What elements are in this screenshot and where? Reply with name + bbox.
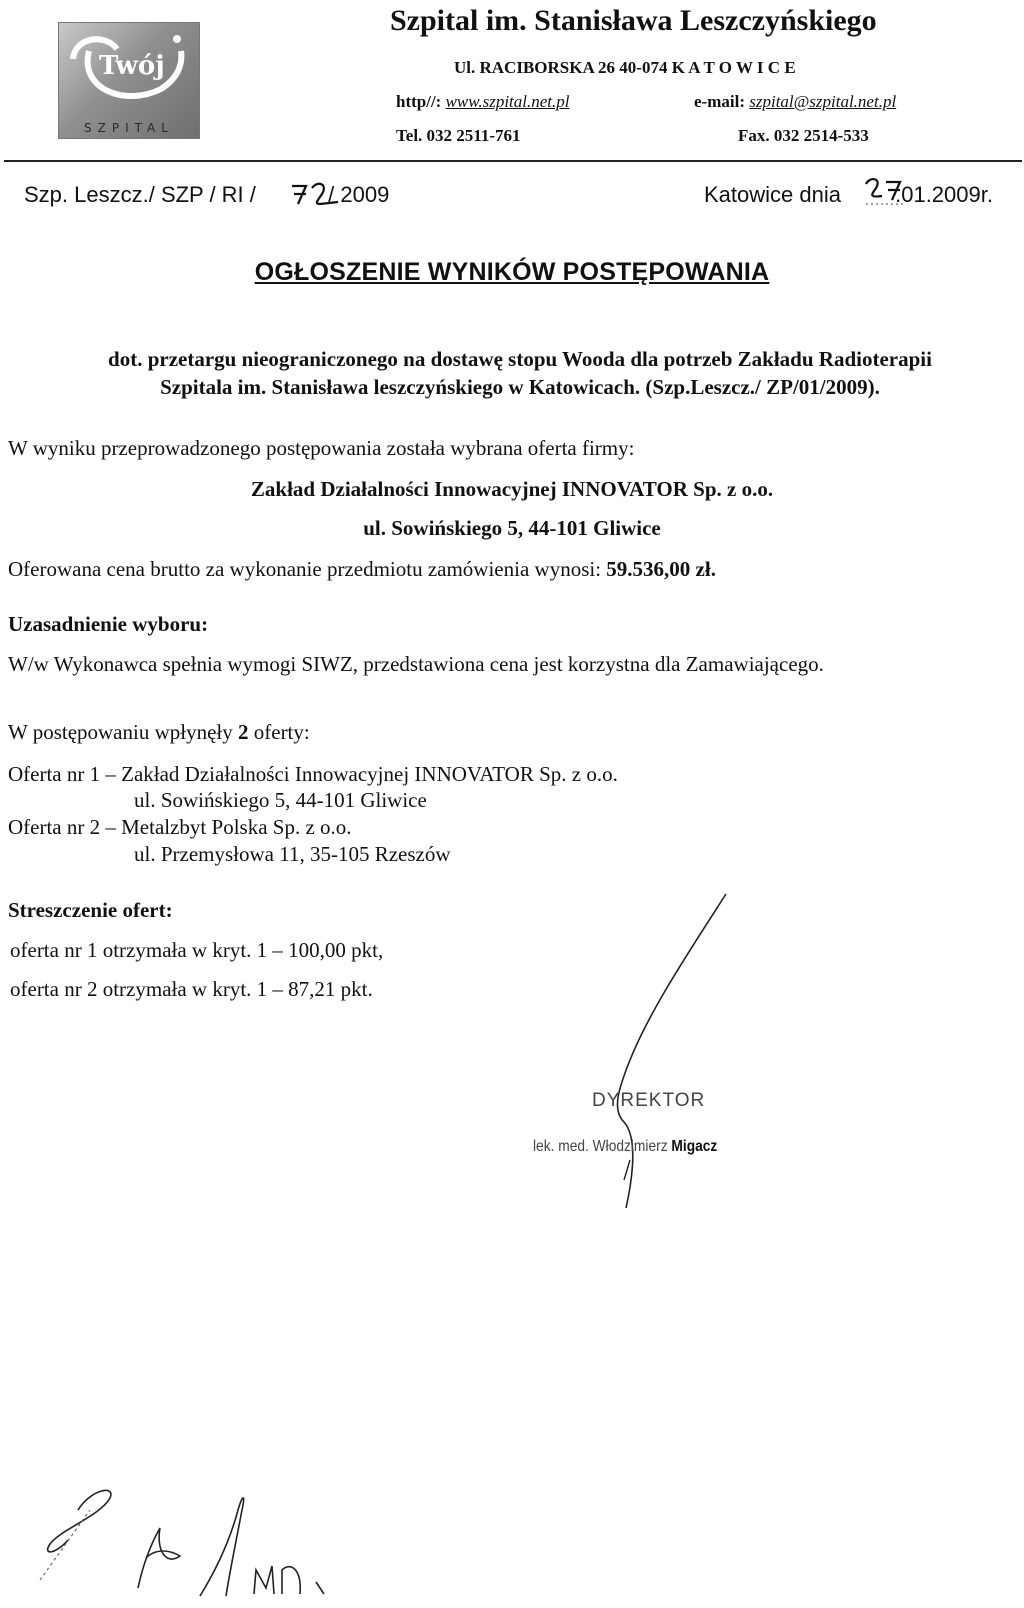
- signature-name-prefix: lek. med. Włodzimierz: [533, 1138, 668, 1155]
- email-label: e-mail:: [694, 92, 745, 111]
- summary-line-1: oferta nr 1 otrzymała w kryt. 1 – 100,00 pkt,: [10, 938, 384, 962]
- subject-line-2: Szpitala im. Stanisława leszczyńskiego w Katowicach. (Szp.Leszcz./ ZP/01/2009).: [160, 375, 880, 399]
- handwritten-reference-number: [288, 178, 348, 210]
- result-intro: W wyniku przeprowadzonego postępowania została wybrana oferta firmy:: [8, 436, 635, 460]
- signature-role: DYREKTOR: [592, 1090, 706, 1111]
- document-date: [704, 182, 993, 208]
- reference-prefix: Szp. Leszcz./ SZP / RI /: [24, 182, 256, 207]
- date-place: Katowice dnia: [704, 182, 841, 207]
- offer-1-address: ul. Sowińskiego 5, 44-101 Gliwice: [134, 788, 427, 812]
- page-title: OGŁOSZENIE WYNIKÓW POSTĘPOWANIA: [254, 258, 770, 286]
- offer-1-label: Oferta nr 1 – Zakład Działalności Innowacyjnej INNOVATOR Sp. z o.o.: [8, 762, 618, 786]
- summary-line-2: oferta nr 2 otrzymała w kryt. 1 – 87,21 pkt.: [10, 977, 373, 1001]
- date-suffix: .01.2009r.: [895, 182, 993, 207]
- email-link[interactable]: szpital@szpital.net.pl: [749, 92, 897, 111]
- offers-intro: [8, 720, 310, 745]
- subject-line-1: dot. przetargu nieograniczonego na dostawę stopu Wooda dla potrzeb Zakładu Radioterapii: [108, 347, 932, 371]
- website-link[interactable]: www.szpital.net.pl: [445, 92, 570, 111]
- website-label: http//:: [396, 92, 442, 111]
- price-value: 59.536,00 zł.: [606, 557, 716, 581]
- winning-company: Zakład Działalności Innowacyjnej INNOVATOR Sp. z o.o.: [250, 477, 774, 501]
- phone-number: Tel. 032 2511-761: [396, 126, 521, 145]
- subject-paragraph: [30, 345, 1010, 401]
- summary-title: Streszczenie ofert:: [8, 898, 173, 922]
- reference-suffix: / 2009: [328, 182, 390, 207]
- justification-title: Uzasadnienie wyboru:: [8, 612, 209, 636]
- handwritten-date-day: [862, 174, 910, 208]
- offers-intro-suffix: oferty:: [253, 720, 310, 744]
- director-signature: [600, 890, 740, 1220]
- price-label: Oferowana cena brutto za wykonanie przedmiotu zamówienia wynosi:: [8, 557, 602, 581]
- offer-2-address: ul. Przemysłowa 11, 35-105 Rzeszów: [134, 842, 451, 866]
- hospital-logo: [58, 22, 200, 139]
- winning-company-address: ul. Sowińskiego 5, 44-101 Gliwice: [363, 516, 661, 540]
- handwritten-initials: [20, 1470, 350, 1600]
- logo-caption: SZPITAL: [84, 121, 174, 135]
- signature-last-name: Migacz: [671, 1138, 718, 1155]
- offer-2-label: Oferta nr 2 – Metalzbyt Polska Sp. z o.o.: [8, 815, 352, 839]
- fax-number: Fax. 032 2514-533: [738, 126, 869, 145]
- logo-text: Twój: [99, 51, 165, 81]
- offers-count: 2: [238, 720, 249, 744]
- website-line: [396, 92, 570, 112]
- offers-intro-prefix: W postępowaniu wpłynęły: [8, 720, 233, 744]
- email-line: [694, 92, 896, 112]
- price-line: [8, 557, 716, 582]
- hospital-address: Ul. RACIBORSKA 26 40-074 K A T O W I C E: [454, 58, 796, 77]
- hospital-name: Szpital im. Stanisława Leszczyńskiego: [390, 4, 877, 37]
- justification-text: W/w Wykonawca spełnia wymogi SIWZ, przedstawiona cena jest korzystna dla Zamawiającego.: [8, 652, 824, 676]
- signature-name: [533, 1138, 717, 1156]
- letterhead-divider: [4, 160, 1022, 162]
